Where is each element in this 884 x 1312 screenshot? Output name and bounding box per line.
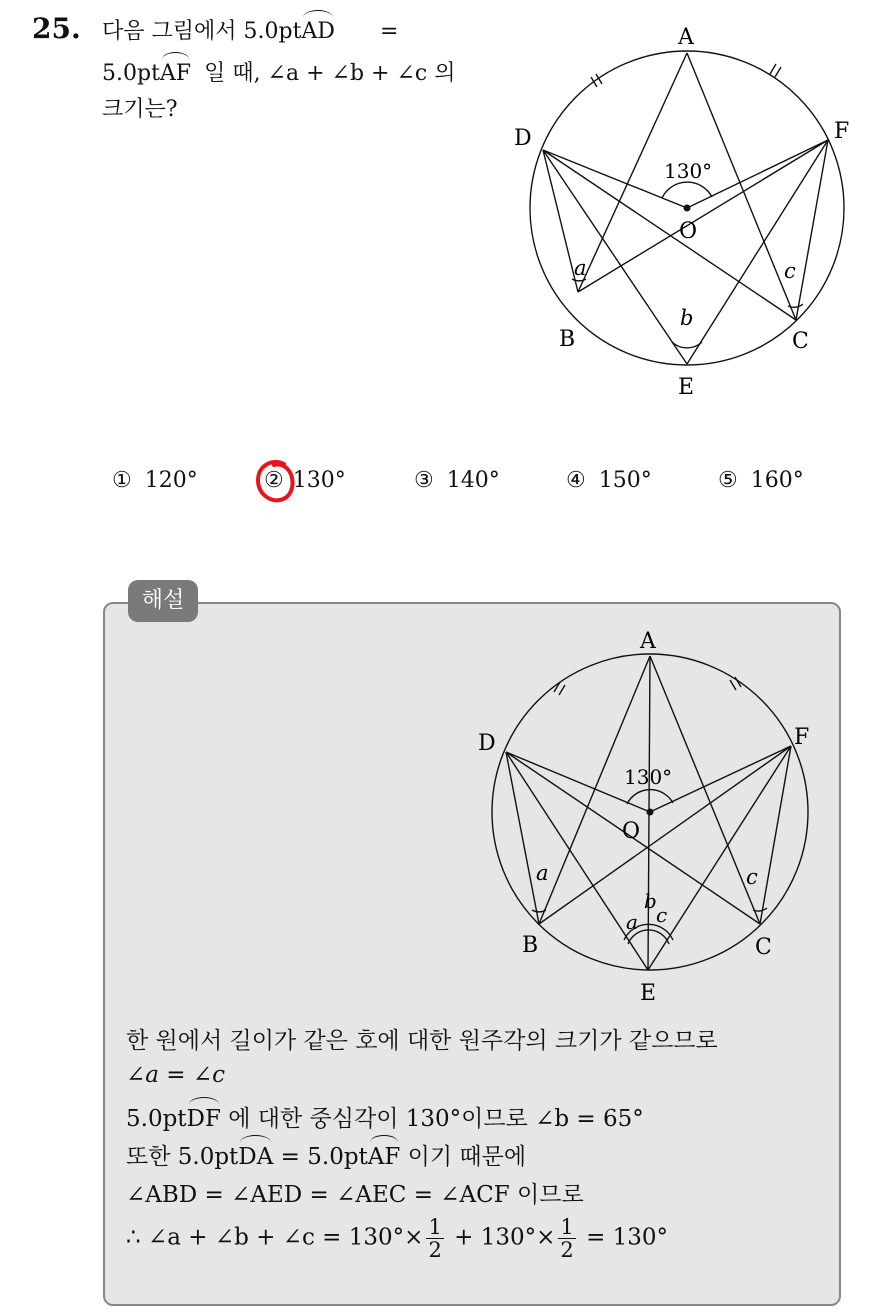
solution-line-5: ∠ABD = ∠AED = ∠AEC = ∠ACF 이므로 <box>126 1182 584 1208</box>
fraction-half <box>426 1216 443 1261</box>
fraction-numerator: 1 <box>560 1215 574 1239</box>
angle-130-label: 130° <box>624 765 673 789</box>
question-line-3: 크기는? <box>102 97 178 122</box>
question-number: 25. <box>32 12 81 45</box>
solution-line-1: 한 원에서 길이가 같은 호에 대한 원주각의 크기가 같으므로 <box>126 1028 718 1054</box>
label-F: F <box>794 725 810 750</box>
choice-value: 160° <box>750 468 804 493</box>
label-O: O <box>679 219 698 244</box>
angle-a-label: a <box>574 256 587 280</box>
equals-sign: = <box>379 19 399 44</box>
label-D: D <box>514 126 532 151</box>
fraction-denominator: 2 <box>560 1238 574 1262</box>
label-F: F <box>834 119 850 144</box>
choice-value: 120° <box>144 468 198 493</box>
solution-line-4 <box>126 1138 526 1171</box>
choice-value: 150° <box>598 468 652 493</box>
center-point <box>647 809 654 816</box>
label-A: A <box>640 629 656 654</box>
label-A: A <box>678 25 694 50</box>
circle-figure <box>500 20 870 405</box>
solution-text: 또한 5.0pt <box>126 1144 239 1170</box>
arc-ad: AD <box>301 19 335 44</box>
label-E: E <box>678 375 695 400</box>
arc-df: DF <box>186 1106 221 1132</box>
solution-text: 이기 때문에 <box>400 1144 527 1170</box>
label-D: D <box>478 731 496 756</box>
choice-4[interactable] <box>566 468 652 493</box>
choice-value: 130° <box>292 468 346 493</box>
fraction-denominator: 2 <box>428 1238 442 1262</box>
solution-text: = 5.0pt <box>273 1144 368 1170</box>
question-text: 5.0pt <box>102 61 160 86</box>
solution-text: = 130° <box>578 1224 669 1251</box>
solution-circle-figure <box>470 624 830 1014</box>
label-O: O <box>622 819 641 844</box>
angle-b-lower-label: b <box>644 889 657 913</box>
choice-number: ⑤ <box>718 468 738 493</box>
label-E: E <box>640 981 657 1006</box>
arc-af: AF <box>159 61 192 86</box>
choice-1[interactable] <box>112 468 198 493</box>
label-B: B <box>559 327 576 352</box>
solution-tab: 해설 <box>128 580 198 622</box>
solution-text: 에 대한 중심각이 130°이므로 ∠b = 65° <box>220 1106 644 1132</box>
angle-a-lower-label: a <box>626 910 638 934</box>
solution-line-2: ∠a = ∠c <box>126 1062 226 1088</box>
choice-3[interactable] <box>414 468 500 493</box>
angle-c-lower-label: c <box>656 903 668 927</box>
solution-line-3 <box>126 1100 644 1133</box>
solution-line-6 <box>126 1216 668 1261</box>
solution-text: 5.0pt <box>126 1106 187 1132</box>
fraction-numerator: 1 <box>428 1215 442 1239</box>
choice-number: ② <box>264 468 284 493</box>
choice-number: ③ <box>414 468 434 493</box>
question-text: 다음 그림에서 5.0pt <box>102 19 302 44</box>
fraction-half <box>558 1216 575 1261</box>
label-B: B <box>522 933 539 958</box>
label-C: C <box>755 935 772 960</box>
arc-da: DA <box>238 1144 274 1170</box>
angle-c-label: c <box>784 259 796 283</box>
question-text: 일 때, ∠a + ∠b + ∠c 의 <box>204 61 456 86</box>
choice-value: 140° <box>446 468 500 493</box>
arc-af: AF <box>367 1144 401 1170</box>
label-C: C <box>792 329 809 354</box>
choice-number: ④ <box>566 468 586 493</box>
solution-text: + 130°× <box>446 1224 556 1251</box>
choice-number: ① <box>112 468 132 493</box>
angle-130-label: 130° <box>664 159 713 183</box>
angle-b-label: b <box>680 306 694 330</box>
choice-5[interactable] <box>718 468 804 493</box>
angle-c-label: c <box>746 865 758 889</box>
answer-mark-icon <box>254 458 296 504</box>
center-point <box>684 205 691 212</box>
solution-text: ∴ ∠a + ∠b + ∠c = 130°× <box>126 1224 424 1251</box>
question-line-1 <box>102 14 398 45</box>
question-line-2 <box>102 56 455 87</box>
angle-a-label: a <box>536 861 549 885</box>
